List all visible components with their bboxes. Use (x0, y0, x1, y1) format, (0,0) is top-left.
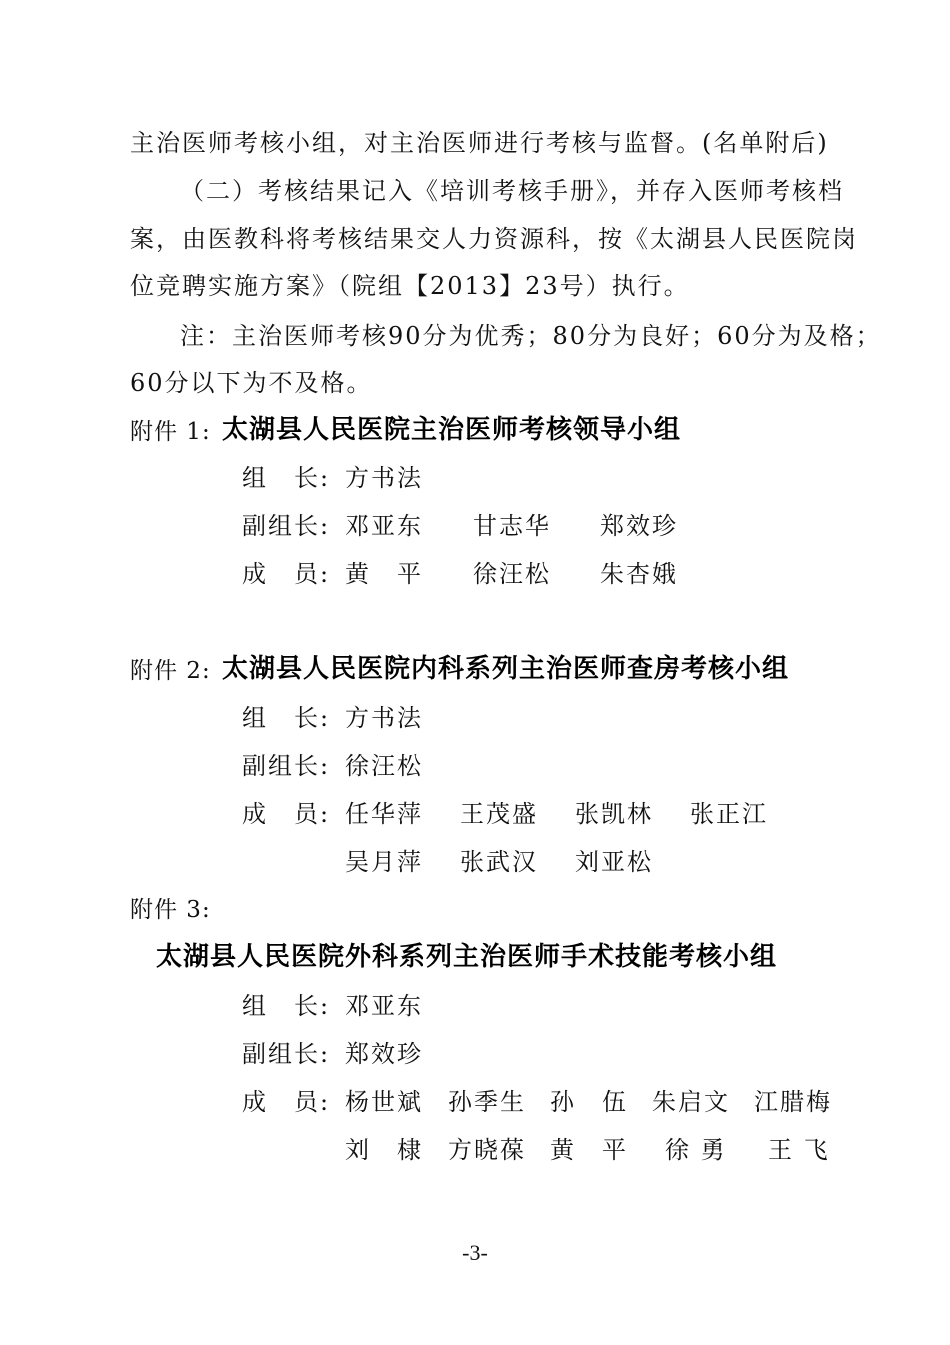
note-line: 注：主治医师考核90分为优秀；80分为良好；60分为及格； (180, 322, 882, 350)
annex-label: 附件 1: (130, 419, 211, 445)
person-name: 徐 勇 (665, 1136, 727, 1164)
person-name: 黄 平 (345, 560, 423, 588)
person-name: 黄 平 (550, 1136, 628, 1164)
person-name: 王茂盛 (460, 800, 538, 828)
paragraph-line: 案，由医教科将考核结果交人力资源科，按《太湖县人民医院岗 (130, 225, 858, 253)
role-label: 副组长: (242, 752, 331, 780)
annex-label: 附件 3: (130, 897, 211, 923)
person-name: 郑效珍 (600, 512, 678, 540)
person-name: 方书法 (345, 464, 423, 492)
role-label: 组 长: (242, 464, 331, 492)
role-label: 组 长: (242, 992, 331, 1020)
annex-title: 太湖县人民医院外科系列主治医师手术技能考核小组 (156, 942, 778, 972)
person-name: 邓亚东 (345, 512, 423, 540)
person-name: 孙季生 (448, 1088, 526, 1116)
person-name: 张凯林 (575, 800, 653, 828)
role-label: 副组长: (242, 512, 331, 540)
person-name: 张正江 (690, 800, 768, 828)
role-label: 成 员: (242, 1088, 331, 1116)
paragraph-line: 位竞聘实施方案》（院组【2013】23号）执行。 (130, 272, 690, 300)
person-name: 甘志华 (473, 512, 551, 540)
person-name: 徐汪松 (345, 752, 423, 780)
role-label: 副组长: (242, 1040, 331, 1068)
person-name: 徐汪松 (473, 560, 551, 588)
person-name: 郑效珍 (345, 1040, 423, 1068)
person-name: 朱启文 (652, 1088, 730, 1116)
person-name: 邓亚东 (345, 992, 423, 1020)
person-name: 王 飞 (768, 1136, 830, 1164)
note-line: 60分以下为不及格。 (130, 369, 373, 397)
role-label: 成 员: (242, 800, 331, 828)
person-name: 朱杏娥 (600, 560, 678, 588)
annex-label: 附件 2: (130, 658, 211, 684)
person-name: 孙 伍 (550, 1088, 628, 1116)
person-name: 江腊梅 (754, 1088, 832, 1116)
person-name: 杨世斌 (345, 1088, 423, 1116)
role-label: 成 员: (242, 560, 331, 588)
person-name: 刘亚松 (575, 848, 653, 876)
paragraph-line: 主治医师考核小组，对主治医师进行考核与监督。(名单附后) (130, 129, 829, 157)
paragraph-line: （二）考核结果记入《培训考核手册》，并存入医师考核档 (180, 177, 844, 205)
person-name: 张武汉 (460, 848, 538, 876)
annex-title: 太湖县人民医院主治医师考核领导小组 (222, 415, 682, 445)
page-number: -3- (462, 1240, 488, 1265)
person-name: 方书法 (345, 704, 423, 732)
person-name: 方晓葆 (448, 1136, 526, 1164)
annex-title: 太湖县人民医院内科系列主治医师查房考核小组 (222, 654, 790, 684)
person-name: 吴月萍 (345, 848, 423, 876)
role-label: 组 长: (242, 704, 331, 732)
person-name: 刘 棣 (345, 1136, 423, 1164)
person-name: 任华萍 (345, 800, 423, 828)
